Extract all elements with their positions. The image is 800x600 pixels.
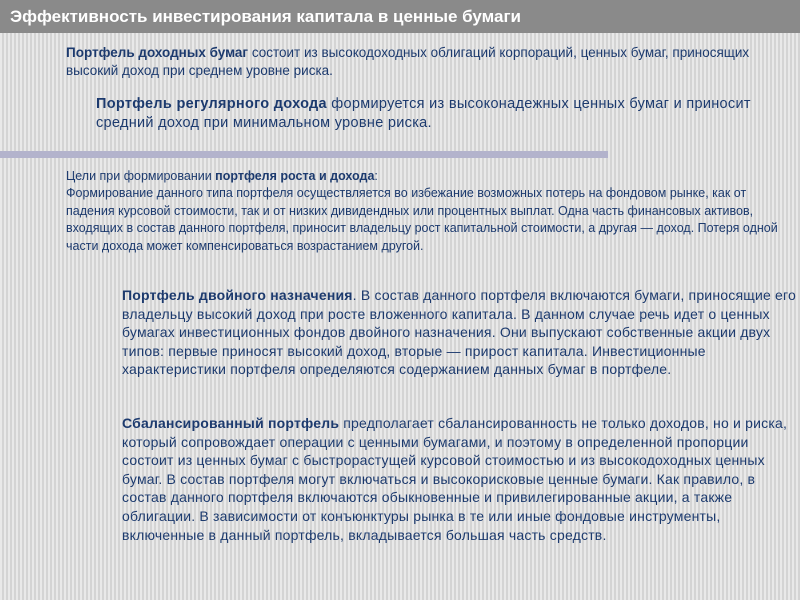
income-portfolio-text: состоит из высокодоходных облигаций корпораций, ценных бумаг, приносящих высокий доход при среднем уровне риска.: [66, 45, 750, 78]
growth-income-term: портфеля роста и дохода: [215, 169, 375, 183]
growth-income-intro: Цели при формировании: [66, 169, 216, 183]
page-title: Эффективность инвестирования капитала в ценные бумаги: [10, 7, 522, 26]
balanced-portfolio-block: [122, 414, 798, 544]
dual-purpose-text: . В состав данного портфеля включаются бумаги, приносящие его владельцу высокий доход при росте вложенного капитала. В данном случае речь идет о ценных бумагах инвестиционных фондов двойного назначения. Они выпускают собственные акции двух типов: первые приносят высокий доход, вторые — прирост капитала. Инвестиционные характеристики портфеля определяются содержанием данных бумаг в портфеле.: [122, 287, 797, 378]
growth-income-colon: :: [374, 169, 378, 183]
regular-income-block: [96, 95, 796, 133]
growth-income-block: [66, 168, 796, 255]
growth-income-text: Формирование данного типа портфеля осуществляется во избежание возможных потерь на фондовом рынке, как от падения курсовой стоимости, так и от низких дивидендных или процентных выплат. Одна часть финансовых активов, входящих в состав данного портфеля, приносит владельцу рост капитальной стоимости, а другая — доход. Потеря одной части дохода может компенсироваться возрастанием другой.: [66, 186, 778, 253]
title-bar: [0, 0, 800, 33]
balanced-portfolio-text: предполагает сбалансированность не только доходов, но и риска, который сопровождает операции с ценными бумагами, и поэтому в определенной пропорции состоит из ценных бумаг с быстрорастущей курсовой стоимостью и из высокодоходных ценных бумаг. В состав портфеля могут включаться и высокорисковые ценные бумаги. Как правило, в состав данного портфеля включаются обыкновенные и привилегированные акции, а также облигации. В зависимости от конъюнктуры рынка в те или иные фондовые инструменты, включенные в данный портфель, вкладывается большая часть средств.: [122, 415, 788, 543]
regular-income-term: Портфель регулярного дохода: [96, 96, 327, 112]
regular-income-text: формируется из высоконадежных ценных бумаг и приносит средний доход при минимальном уровне риска.: [96, 96, 751, 131]
income-portfolio-term: Портфель доходных бумаг: [66, 45, 249, 60]
balanced-portfolio-term: Сбалансированный портфель: [122, 415, 340, 431]
dual-purpose-term: Портфель двойного назначения: [122, 287, 353, 303]
section-divider: [0, 151, 608, 158]
income-portfolio-block: [66, 44, 786, 80]
dual-purpose-block: [122, 286, 798, 379]
